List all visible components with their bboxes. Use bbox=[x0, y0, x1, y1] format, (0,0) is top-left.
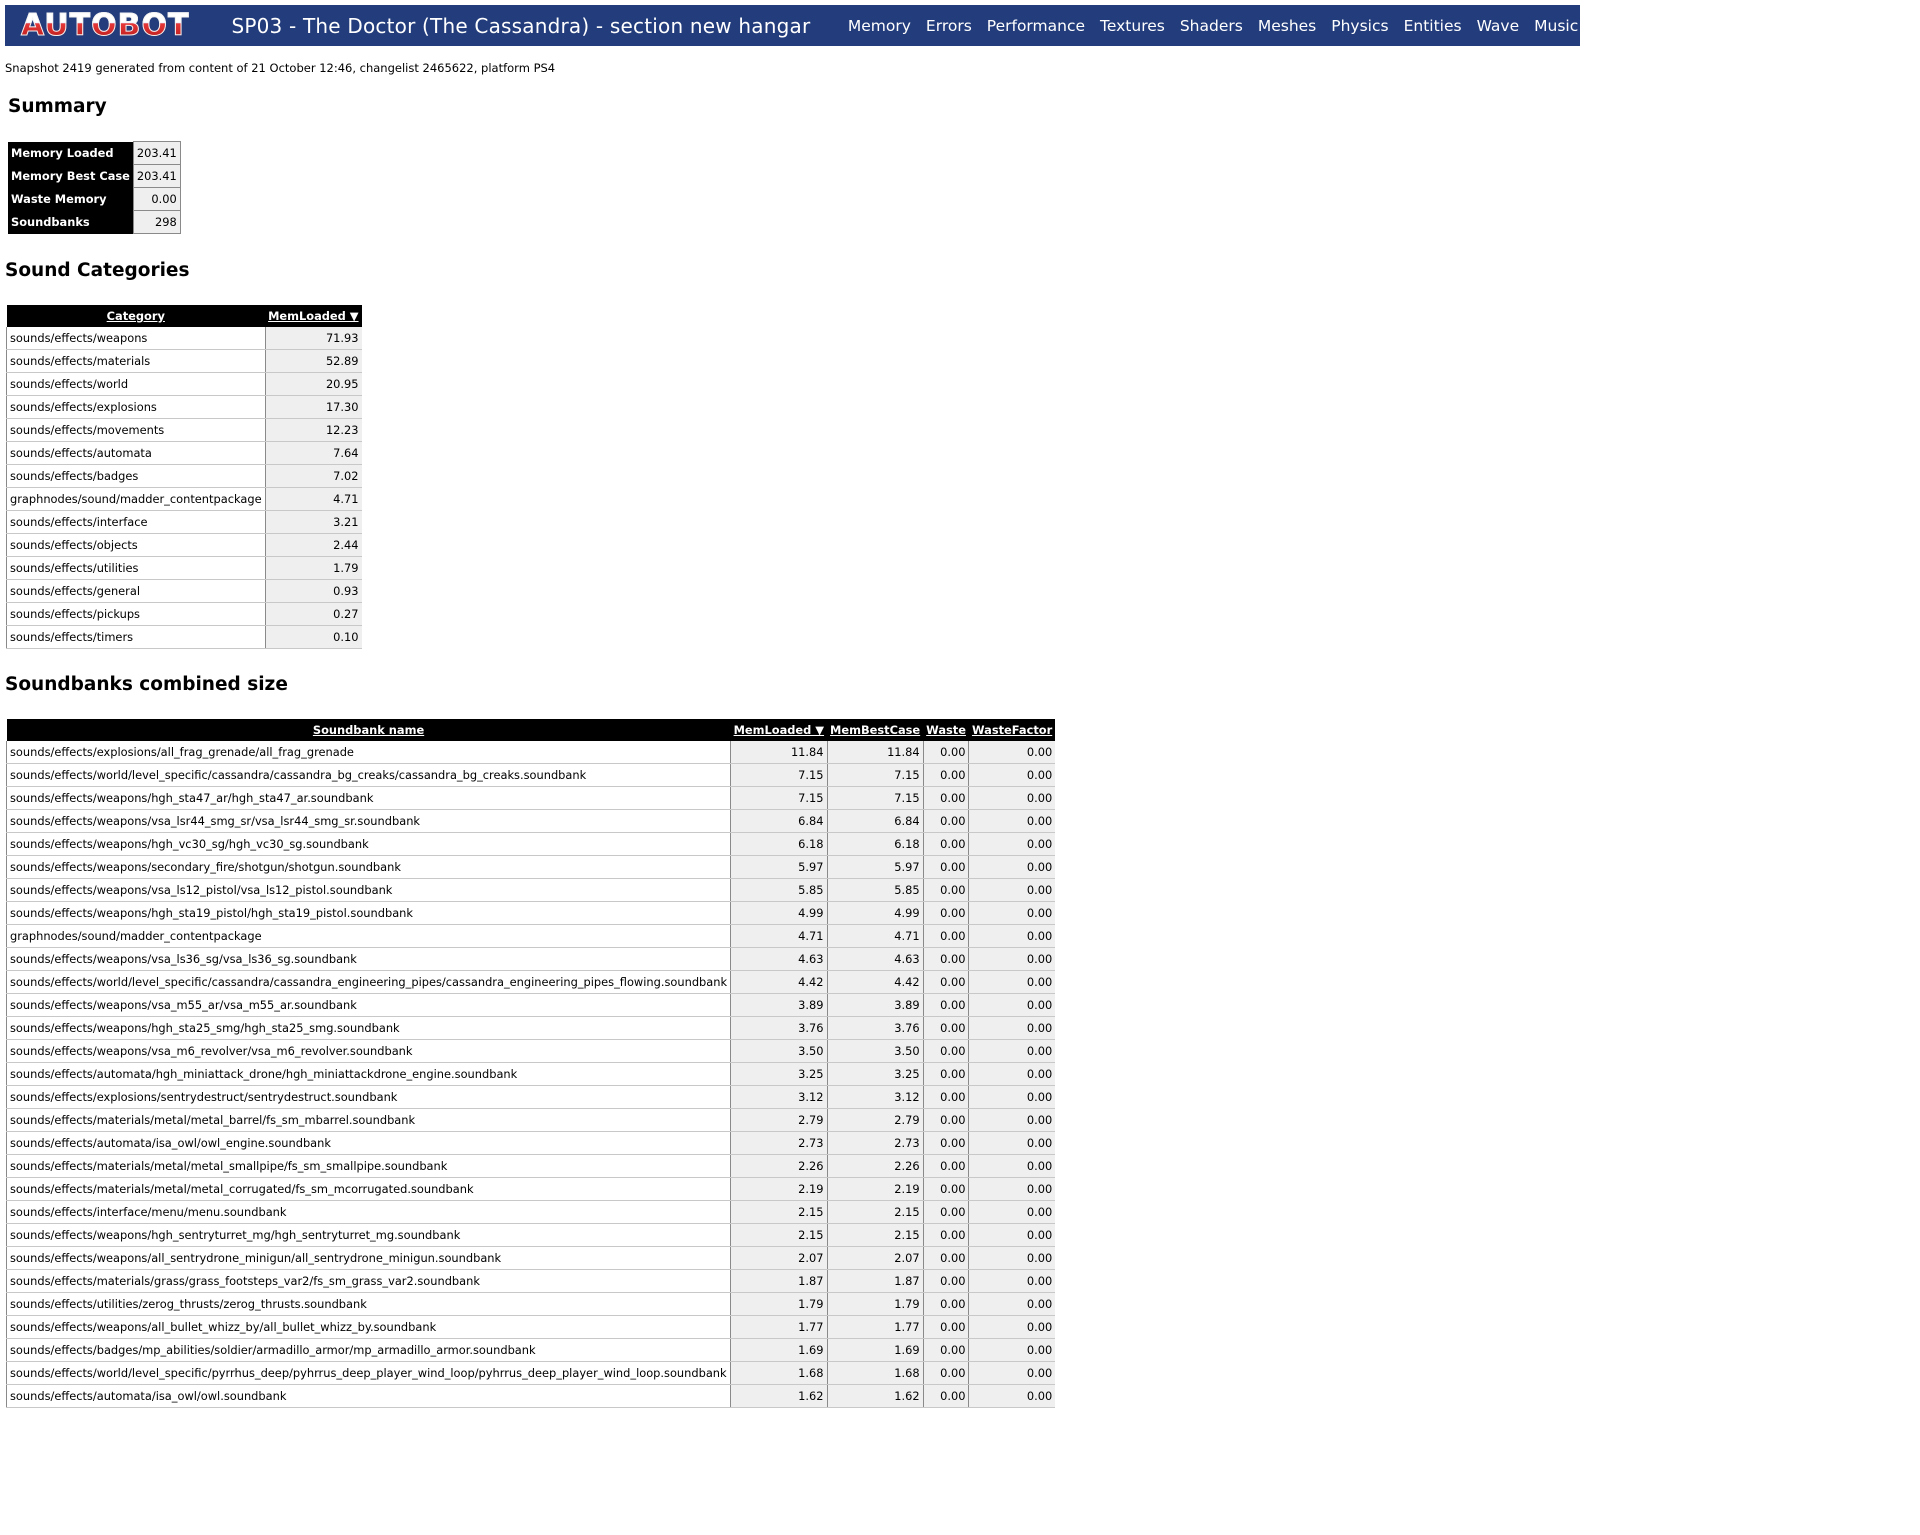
soundbanks-heading: Soundbanks combined size bbox=[5, 674, 288, 695]
soundbank-membestcase: 3.89 bbox=[827, 994, 923, 1017]
soundbank-waste: 0.00 bbox=[923, 787, 969, 810]
category-name: sounds/effects/general bbox=[7, 580, 266, 603]
nav-wave[interactable]: Wave bbox=[1476, 16, 1520, 35]
category-memloaded: 12.23 bbox=[265, 419, 361, 442]
category-row bbox=[7, 511, 362, 534]
soundbank-membestcase: 3.76 bbox=[827, 1017, 923, 1040]
soundbank-waste: 0.00 bbox=[923, 856, 969, 879]
soundbank-wastefactor: 0.00 bbox=[969, 994, 1055, 1017]
category-name: sounds/effects/materials bbox=[7, 350, 266, 373]
soundbank-memloaded: 4.99 bbox=[731, 902, 827, 925]
soundbank-membestcase: 1.69 bbox=[827, 1339, 923, 1362]
category-memloaded: 1.79 bbox=[265, 557, 361, 580]
autobot-logo[interactable]: AUTOBOT bbox=[21, 7, 190, 43]
soundbank-membestcase: 5.97 bbox=[827, 856, 923, 879]
soundbank-wastefactor: 0.00 bbox=[969, 1086, 1055, 1109]
soundbank-row bbox=[7, 833, 1056, 856]
nav-physics[interactable]: Physics bbox=[1331, 16, 1389, 35]
soundbank-wastefactor: 0.00 bbox=[969, 833, 1055, 856]
soundbank-membestcase: 6.84 bbox=[827, 810, 923, 833]
summary-label: Memory Loaded bbox=[8, 142, 133, 165]
soundbank-wastefactor: 0.00 bbox=[969, 1293, 1055, 1316]
soundbank-waste: 0.00 bbox=[923, 833, 969, 856]
soundbank-membestcase: 1.77 bbox=[827, 1316, 923, 1339]
soundbank-name: sounds/effects/utilities/zerog_thrusts/zerog_thrusts.soundbank bbox=[7, 1293, 731, 1316]
soundbank-wastefactor: 0.00 bbox=[969, 1316, 1055, 1339]
soundbank-name: graphnodes/sound/madder_contentpackage bbox=[7, 925, 731, 948]
soundbank-waste: 0.00 bbox=[923, 1224, 969, 1247]
soundbank-name: sounds/effects/weapons/hgh_sta25_smg/hgh_sta25_smg.soundbank bbox=[7, 1017, 731, 1040]
category-memloaded: 0.27 bbox=[265, 603, 361, 626]
category-memloaded: 52.89 bbox=[265, 350, 361, 373]
soundbank-membestcase: 2.19 bbox=[827, 1178, 923, 1201]
soundbank-waste: 0.00 bbox=[923, 1247, 969, 1270]
category-row bbox=[7, 350, 362, 373]
summary-value: 203.41 bbox=[133, 142, 180, 165]
soundbank-memloaded: 1.77 bbox=[731, 1316, 827, 1339]
summary-label: Memory Best Case bbox=[8, 165, 133, 188]
nav-performance[interactable]: Performance bbox=[986, 16, 1086, 35]
soundbank-membestcase: 7.15 bbox=[827, 787, 923, 810]
soundbank-row bbox=[7, 994, 1056, 1017]
soundbank-name: sounds/effects/world/level_specific/cassandra/cassandra_engineering_pipes/cassandra_engineering_pipes_flowing.soundbank bbox=[7, 971, 731, 994]
category-memloaded: 20.95 bbox=[265, 373, 361, 396]
soundbank-memloaded: 4.63 bbox=[731, 948, 827, 971]
soundbank-membestcase: 3.12 bbox=[827, 1086, 923, 1109]
nav-meshes[interactable]: Meshes bbox=[1257, 16, 1317, 35]
soundbank-wastefactor: 0.00 bbox=[969, 1339, 1055, 1362]
soundbank-row bbox=[7, 1270, 1056, 1293]
summary-value: 0.00 bbox=[133, 188, 180, 211]
soundbank-wastefactor: 0.00 bbox=[969, 971, 1055, 994]
soundbank-memloaded: 3.50 bbox=[731, 1040, 827, 1063]
soundbank-wastefactor: 0.00 bbox=[969, 1247, 1055, 1270]
page-title: SP03 - The Doctor (The Cassandra) - section new hangar bbox=[231, 13, 811, 38]
soundbank-row bbox=[7, 764, 1056, 787]
soundbank-membestcase: 6.18 bbox=[827, 833, 923, 856]
soundbank-name: sounds/effects/weapons/hgh_sentryturret_mg/hgh_sentryturret_mg.soundbank bbox=[7, 1224, 731, 1247]
soundbank-wastefactor: 0.00 bbox=[969, 856, 1055, 879]
category-row bbox=[7, 419, 362, 442]
nav-errors[interactable]: Errors bbox=[925, 16, 972, 35]
soundbank-membestcase: 1.87 bbox=[827, 1270, 923, 1293]
soundbank-wastefactor: 0.00 bbox=[969, 902, 1055, 925]
soundbank-membestcase: 2.73 bbox=[827, 1132, 923, 1155]
soundbank-membestcase: 4.99 bbox=[827, 902, 923, 925]
soundbank-memloaded: 3.12 bbox=[731, 1086, 827, 1109]
soundbank-waste: 0.00 bbox=[923, 1201, 969, 1224]
soundbank-name: sounds/effects/materials/grass/grass_footsteps_var2/fs_sm_grass_var2.soundbank bbox=[7, 1270, 731, 1293]
soundbank-row bbox=[7, 925, 1056, 948]
soundbank-membestcase: 7.15 bbox=[827, 764, 923, 787]
summary-value: 298 bbox=[133, 211, 180, 234]
soundbank-memloaded: 4.42 bbox=[731, 971, 827, 994]
soundbank-waste: 0.00 bbox=[923, 1270, 969, 1293]
soundbank-waste: 0.00 bbox=[923, 879, 969, 902]
soundbank-memloaded: 6.18 bbox=[731, 833, 827, 856]
category-memloaded: 7.02 bbox=[265, 465, 361, 488]
soundbank-membestcase: 1.79 bbox=[827, 1293, 923, 1316]
soundbank-name: sounds/effects/weapons/vsa_ls36_sg/vsa_ls36_sg.soundbank bbox=[7, 948, 731, 971]
soundbank-waste: 0.00 bbox=[923, 741, 969, 764]
soundbank-row bbox=[7, 1293, 1056, 1316]
soundbank-memloaded: 2.26 bbox=[731, 1155, 827, 1178]
soundbank-name: sounds/effects/weapons/hgh_vc30_sg/hgh_vc30_sg.soundbank bbox=[7, 833, 731, 856]
soundbank-memloaded: 1.62 bbox=[731, 1385, 827, 1408]
soundbank-wastefactor: 0.00 bbox=[969, 1201, 1055, 1224]
soundbank-membestcase: 4.63 bbox=[827, 948, 923, 971]
soundbank-name: sounds/effects/automata/isa_owl/owl_engine.soundbank bbox=[7, 1132, 731, 1155]
category-memloaded: 17.30 bbox=[265, 396, 361, 419]
category-name: sounds/effects/badges bbox=[7, 465, 266, 488]
soundbank-membestcase: 2.15 bbox=[827, 1201, 923, 1224]
soundbank-name: sounds/effects/explosions/sentrydestruct/sentrydestruct.soundbank bbox=[7, 1086, 731, 1109]
soundbank-row bbox=[7, 879, 1056, 902]
category-row bbox=[7, 442, 362, 465]
soundbank-name: sounds/effects/materials/metal/metal_corrugated/fs_sm_mcorrugated.soundbank bbox=[7, 1178, 731, 1201]
soundbank-waste: 0.00 bbox=[923, 971, 969, 994]
soundbank-row bbox=[7, 1247, 1056, 1270]
category-row bbox=[7, 626, 362, 649]
summary-label: Soundbanks bbox=[8, 211, 133, 234]
soundbank-membestcase: 2.79 bbox=[827, 1109, 923, 1132]
soundbank-memloaded: 7.15 bbox=[731, 787, 827, 810]
category-row bbox=[7, 327, 362, 350]
soundbank-wastefactor: 0.00 bbox=[969, 1385, 1055, 1408]
soundbank-waste: 0.00 bbox=[923, 1362, 969, 1385]
soundbank-wastefactor: 0.00 bbox=[969, 948, 1055, 971]
soundbank-membestcase: 4.42 bbox=[827, 971, 923, 994]
category-row bbox=[7, 534, 362, 557]
soundbank-name: sounds/effects/weapons/vsa_lsr44_smg_sr/vsa_lsr44_smg_sr.soundbank bbox=[7, 810, 731, 833]
soundbank-row bbox=[7, 1178, 1056, 1201]
soundbank-wastefactor: 0.00 bbox=[969, 1178, 1055, 1201]
soundbank-membestcase: 1.68 bbox=[827, 1362, 923, 1385]
soundbank-memloaded: 3.89 bbox=[731, 994, 827, 1017]
soundbank-waste: 0.00 bbox=[923, 810, 969, 833]
soundbank-waste: 0.00 bbox=[923, 1155, 969, 1178]
category-row bbox=[7, 580, 362, 603]
soundbank-memloaded: 11.84 bbox=[731, 741, 827, 764]
soundbank-waste: 0.00 bbox=[923, 902, 969, 925]
soundbank-wastefactor: 0.00 bbox=[969, 787, 1055, 810]
soundbank-wastefactor: 0.00 bbox=[969, 1063, 1055, 1086]
soundbank-row bbox=[7, 1201, 1056, 1224]
soundbank-name: sounds/effects/weapons/hgh_sta19_pistol/hgh_sta19_pistol.soundbank bbox=[7, 902, 731, 925]
summary-label: Waste Memory bbox=[8, 188, 133, 211]
soundbank-waste: 0.00 bbox=[923, 1132, 969, 1155]
column-header-membestcase[interactable]: MemBestCase bbox=[827, 719, 923, 741]
soundbank-waste: 0.00 bbox=[923, 1385, 969, 1408]
soundbank-wastefactor: 0.00 bbox=[969, 1155, 1055, 1178]
summary-row bbox=[8, 165, 180, 188]
category-memloaded: 3.21 bbox=[265, 511, 361, 534]
soundbank-name: sounds/effects/weapons/all_sentrydrone_minigun/all_sentrydrone_minigun.soundbank bbox=[7, 1247, 731, 1270]
column-header-soundbank-name[interactable]: Soundbank name bbox=[7, 719, 731, 741]
category-memloaded: 7.64 bbox=[265, 442, 361, 465]
soundbank-name: sounds/effects/automata/hgh_miniattack_drone/hgh_miniattackdrone_engine.soundbank bbox=[7, 1063, 731, 1086]
nav-music[interactable]: Music bbox=[1534, 16, 1579, 35]
soundbank-row bbox=[7, 787, 1056, 810]
category-name: sounds/effects/weapons bbox=[7, 327, 266, 350]
snapshot-info: Snapshot 2419 generated from content of 21 October 12:46, changelist 2465622, platform PS4 bbox=[5, 61, 556, 75]
soundbank-row bbox=[7, 1132, 1056, 1155]
soundbank-waste: 0.00 bbox=[923, 1109, 969, 1132]
soundbank-memloaded: 5.85 bbox=[731, 879, 827, 902]
soundbank-wastefactor: 0.00 bbox=[969, 1362, 1055, 1385]
column-header-category[interactable]: Category bbox=[7, 305, 266, 327]
soundbank-name: sounds/effects/weapons/secondary_fire/shotgun/shotgun.soundbank bbox=[7, 856, 731, 879]
soundbank-waste: 0.00 bbox=[923, 1339, 969, 1362]
column-header-memloaded[interactable]: MemLoaded ▼ bbox=[265, 305, 361, 327]
soundbank-row bbox=[7, 1224, 1056, 1247]
soundbank-waste: 0.00 bbox=[923, 1063, 969, 1086]
main-nav bbox=[840, 17, 1585, 35]
soundbank-name: sounds/effects/materials/metal/metal_barrel/fs_sm_mbarrel.soundbank bbox=[7, 1109, 731, 1132]
soundbank-name: sounds/effects/materials/metal/metal_smallpipe/fs_sm_smallpipe.soundbank bbox=[7, 1155, 731, 1178]
soundbank-waste: 0.00 bbox=[923, 1316, 969, 1339]
sound-categories-heading: Sound Categories bbox=[5, 260, 190, 281]
soundbank-row bbox=[7, 810, 1056, 833]
column-header-memloaded[interactable]: MemLoaded ▼ bbox=[731, 719, 827, 741]
category-memloaded: 0.10 bbox=[265, 626, 361, 649]
soundbank-name: sounds/effects/world/level_specific/pyrrhus_deep/pyhrrus_deep_player_wind_loop/pyhrrus_deep_player_wind_loop.soundbank bbox=[7, 1362, 731, 1385]
category-row bbox=[7, 396, 362, 419]
soundbank-memloaded: 2.19 bbox=[731, 1178, 827, 1201]
category-name: sounds/effects/world bbox=[7, 373, 266, 396]
soundbank-wastefactor: 0.00 bbox=[969, 1224, 1055, 1247]
soundbank-memloaded: 1.68 bbox=[731, 1362, 827, 1385]
soundbank-name: sounds/effects/automata/isa_owl/owl.soundbank bbox=[7, 1385, 731, 1408]
soundbank-wastefactor: 0.00 bbox=[969, 1040, 1055, 1063]
soundbank-membestcase: 4.71 bbox=[827, 925, 923, 948]
soundbank-wastefactor: 0.00 bbox=[969, 1270, 1055, 1293]
soundbank-memloaded: 1.69 bbox=[731, 1339, 827, 1362]
soundbank-name: sounds/effects/world/level_specific/cassandra/cassandra_bg_creaks/cassandra_bg_creaks.soundbank bbox=[7, 764, 731, 787]
soundbank-membestcase: 3.25 bbox=[827, 1063, 923, 1086]
soundbank-name: sounds/effects/weapons/vsa_m55_ar/vsa_m55_ar.soundbank bbox=[7, 994, 731, 1017]
category-name: sounds/effects/automata bbox=[7, 442, 266, 465]
category-row bbox=[7, 465, 362, 488]
category-name: sounds/effects/timers bbox=[7, 626, 266, 649]
soundbank-waste: 0.00 bbox=[923, 1178, 969, 1201]
soundbank-row bbox=[7, 1086, 1056, 1109]
soundbank-wastefactor: 0.00 bbox=[969, 810, 1055, 833]
soundbank-waste: 0.00 bbox=[923, 1086, 969, 1109]
soundbank-row bbox=[7, 1063, 1056, 1086]
summary-heading: Summary bbox=[8, 96, 107, 117]
soundbank-membestcase: 3.50 bbox=[827, 1040, 923, 1063]
category-name: sounds/effects/interface bbox=[7, 511, 266, 534]
summary-row bbox=[8, 211, 180, 234]
soundbank-memloaded: 3.25 bbox=[731, 1063, 827, 1086]
category-memloaded: 2.44 bbox=[265, 534, 361, 557]
soundbank-membestcase: 2.07 bbox=[827, 1247, 923, 1270]
soundbank-memloaded: 2.79 bbox=[731, 1109, 827, 1132]
soundbank-row bbox=[7, 1385, 1056, 1408]
soundbank-memloaded: 3.76 bbox=[731, 1017, 827, 1040]
column-header-wastefactor[interactable]: WasteFactor bbox=[969, 719, 1055, 741]
soundbanks-table bbox=[6, 719, 1055, 1408]
soundbank-name: sounds/effects/weapons/vsa_m6_revolver/vsa_m6_revolver.soundbank bbox=[7, 1040, 731, 1063]
category-row bbox=[7, 603, 362, 626]
soundbank-wastefactor: 0.00 bbox=[969, 925, 1055, 948]
category-name: sounds/effects/explosions bbox=[7, 396, 266, 419]
soundbank-memloaded: 2.15 bbox=[731, 1201, 827, 1224]
category-name: sounds/effects/pickups bbox=[7, 603, 266, 626]
soundbank-row bbox=[7, 1339, 1056, 1362]
category-name: sounds/effects/objects bbox=[7, 534, 266, 557]
nav-textures[interactable]: Textures bbox=[1100, 16, 1165, 35]
soundbank-name: sounds/effects/weapons/vsa_ls12_pistol/vsa_ls12_pistol.soundbank bbox=[7, 879, 731, 902]
soundbank-row bbox=[7, 902, 1056, 925]
soundbank-waste: 0.00 bbox=[923, 1293, 969, 1316]
soundbank-membestcase: 2.15 bbox=[827, 1224, 923, 1247]
nav-memory[interactable]: Memory bbox=[847, 16, 911, 35]
soundbank-waste: 0.00 bbox=[923, 925, 969, 948]
soundbank-name: sounds/effects/explosions/all_frag_grenade/all_frag_grenade bbox=[7, 741, 731, 764]
soundbank-memloaded: 2.73 bbox=[731, 1132, 827, 1155]
soundbank-memloaded: 5.97 bbox=[731, 856, 827, 879]
soundbank-name: sounds/effects/weapons/all_bullet_whizz_by/all_bullet_whizz_by.soundbank bbox=[7, 1316, 731, 1339]
soundbank-wastefactor: 0.00 bbox=[969, 741, 1055, 764]
soundbank-memloaded: 6.84 bbox=[731, 810, 827, 833]
soundbank-row bbox=[7, 1316, 1056, 1339]
soundbank-memloaded: 4.71 bbox=[731, 925, 827, 948]
soundbank-waste: 0.00 bbox=[923, 994, 969, 1017]
soundbank-membestcase: 2.26 bbox=[827, 1155, 923, 1178]
soundbank-wastefactor: 0.00 bbox=[969, 879, 1055, 902]
soundbank-wastefactor: 0.00 bbox=[969, 1109, 1055, 1132]
top-bar bbox=[5, 5, 1580, 46]
soundbank-membestcase: 11.84 bbox=[827, 741, 923, 764]
soundbank-name: sounds/effects/interface/menu/menu.soundbank bbox=[7, 1201, 731, 1224]
soundbank-row bbox=[7, 1155, 1056, 1178]
category-name: sounds/effects/movements bbox=[7, 419, 266, 442]
soundbank-memloaded: 1.79 bbox=[731, 1293, 827, 1316]
soundbank-memloaded: 1.87 bbox=[731, 1270, 827, 1293]
soundbank-wastefactor: 0.00 bbox=[969, 1132, 1055, 1155]
soundbank-name: sounds/effects/weapons/hgh_sta47_ar/hgh_sta47_ar.soundbank bbox=[7, 787, 731, 810]
nav-entities[interactable]: Entities bbox=[1403, 16, 1462, 35]
soundbank-membestcase: 1.62 bbox=[827, 1385, 923, 1408]
soundbank-memloaded: 7.15 bbox=[731, 764, 827, 787]
soundbank-wastefactor: 0.00 bbox=[969, 764, 1055, 787]
category-row bbox=[7, 488, 362, 511]
soundbank-membestcase: 5.85 bbox=[827, 879, 923, 902]
soundbank-row bbox=[7, 1109, 1056, 1132]
soundbank-waste: 0.00 bbox=[923, 1040, 969, 1063]
category-name: sounds/effects/utilities bbox=[7, 557, 266, 580]
soundbank-wastefactor: 0.00 bbox=[969, 1017, 1055, 1040]
summary-table bbox=[8, 141, 181, 234]
nav-shaders[interactable]: Shaders bbox=[1179, 16, 1243, 35]
soundbank-row bbox=[7, 1040, 1056, 1063]
soundbank-row bbox=[7, 1017, 1056, 1040]
soundbank-waste: 0.00 bbox=[923, 764, 969, 787]
soundbank-memloaded: 2.07 bbox=[731, 1247, 827, 1270]
sound-categories-table bbox=[6, 305, 362, 649]
column-header-waste[interactable]: Waste bbox=[923, 719, 969, 741]
soundbank-row bbox=[7, 971, 1056, 994]
soundbank-row bbox=[7, 948, 1056, 971]
soundbank-waste: 0.00 bbox=[923, 948, 969, 971]
category-row bbox=[7, 373, 362, 396]
soundbank-waste: 0.00 bbox=[923, 1017, 969, 1040]
soundbank-row bbox=[7, 741, 1056, 764]
soundbank-row bbox=[7, 856, 1056, 879]
summary-value: 203.41 bbox=[133, 165, 180, 188]
summary-row bbox=[8, 142, 180, 165]
soundbank-name: sounds/effects/badges/mp_abilities/soldier/armadillo_armor/mp_armadillo_armor.soundbank bbox=[7, 1339, 731, 1362]
category-memloaded: 4.71 bbox=[265, 488, 361, 511]
summary-row bbox=[8, 188, 180, 211]
category-name: graphnodes/sound/madder_contentpackage bbox=[7, 488, 266, 511]
category-memloaded: 71.93 bbox=[265, 327, 361, 350]
category-memloaded: 0.93 bbox=[265, 580, 361, 603]
soundbank-memloaded: 2.15 bbox=[731, 1224, 827, 1247]
soundbank-row bbox=[7, 1362, 1056, 1385]
category-row bbox=[7, 557, 362, 580]
